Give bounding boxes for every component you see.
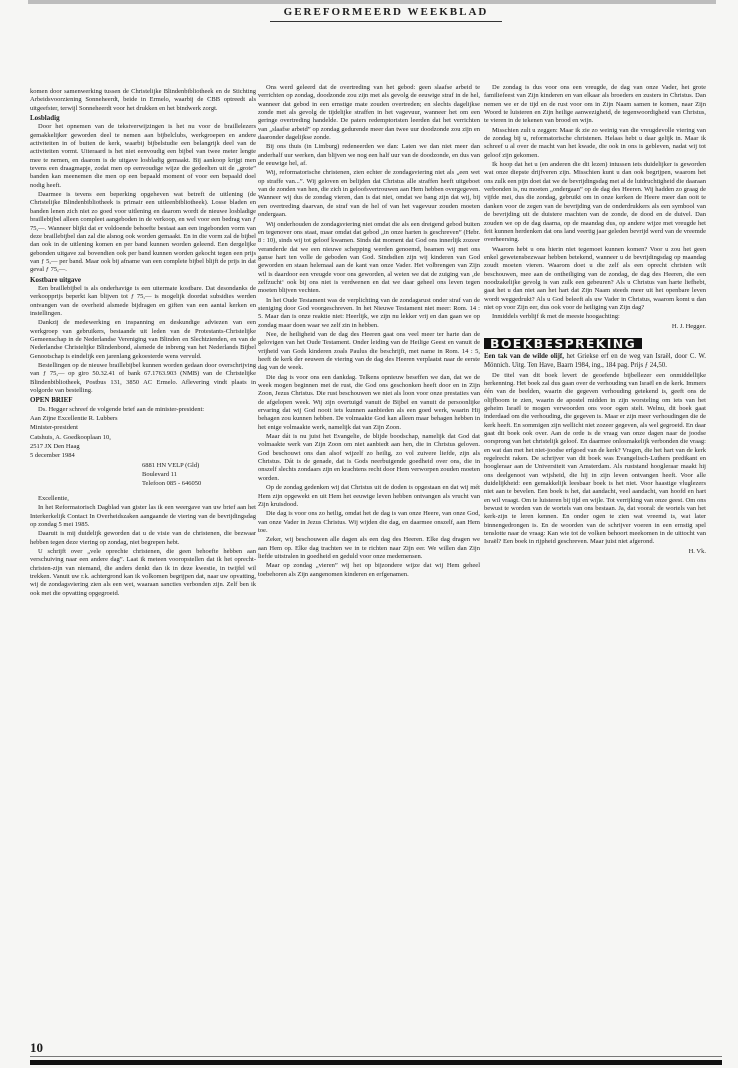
book-details: het Griekse erf en de weg van Israël, door C. W. Mönnich. Uitg. Ten Have, Baarn 1984, ing., 184 pag. Prijs ƒ 24,50.	[484, 353, 707, 369]
paragraph: Op de zondag gedenken wij dat Christus uit de doden is opgestaan en dat wij mét Hem zijn opgewekt en uit Hem het eeuwige leven hebben ontvangen als vrucht van Zijn kruisdood.	[258, 484, 480, 508]
paragraph: Wij, reformatorische christenen, zien echter de zondagsviering niet als „een wet op straffe van...”. Wij geloven en belijden dat Christus alle straffen heeft uitgeboet van de zonden van hen, die zich in geloofsvertrouwen aan Hem hebben overgegeven. Wanneer wij dus de zondag vieren, dan is dat niet, omdat we bang zijn dat wij, bij een overtreding daarvan, de straf van de hel of van het vagevuur zouden moeten ondergaan.	[258, 169, 480, 219]
sender-line: Telefoon 085 - 646050	[142, 480, 202, 488]
paragraph: Waarom hebt u ons hierin niet tegemoet kunnen komen? Voor u zou het geen enkel gewetensbezwaar hebben betekend, wanneer u de bevrijdingsdag op maandag zoudt moeten vieren. Waarom doet u die zelf als een oprecht christen wilt beschouwen, mee aan de ontheiliging van de zondag, de dag des Heeren, die een noodzakelijke gevolg is van zulk een gebeuren? Als u Christus van harte liefhebt, gaat het u dan niet aan het hart dat Zijn Naam steeds meer uit het openbare leven wordt weggedrukt? Als u God beleeft als uw Vader in Christus, waarom komt u dan niet op voor Zijn eer, dus ook voor de heiliging van Zijn dag?	[484, 245, 706, 311]
address-line: Minister-president	[30, 424, 78, 432]
paragraph: Maar dát is nu juist het Evangelie, de blijde boodschap, namelijk dat God dat volmaakte werk van Zijn Zoon om niet aanbiedt aan hen, die in Christus geloven. God beschouwt ons dan alsof wijzelf zo heilig, zo vol zuivere liefde, zijn als Christus. Dát is de genade, dat is Gods neerbuigende goedheid over ons, die in onszelf slechts zondaars zijn en krachtens recht door Hem verworpen zouden moeten worden.	[258, 433, 480, 482]
bottom-rule-thin	[30, 1056, 722, 1057]
paragraph: In het Oude Testament was de verplichting van de zondagsrust onder straf van de steniging door God voorgeschreven. In het Nieuwe Testament niet meer: Rom. 14 : 5. Maar dan is onze reaktie niet: Heerlijk, we zijn nu lekker vrij en dan gaan we op zondag maar doen waar we zelf zin in hebben.	[258, 296, 480, 329]
top-rule	[28, 0, 716, 4]
sender-line: 5 december 1984	[30, 452, 75, 460]
bottom-rule	[30, 1060, 722, 1065]
intro-paragraph: komen door samenwerking tussen de Christelijke Blindenbibliotheek en de Stichting Arbeidsvoorziening Sonneheerdt, beide in Ermelo, waarbij de CBB optreedt als uitgeefster, terwijl Sonneheerdt voor het drukken en het bindwerk zorgt.	[30, 88, 256, 112]
address-line: Catshuis, A. Goedkooplaan 10,	[30, 433, 111, 441]
paragraph: Wij onderhouden de zondagsviering niet omdat die als een dreigend gebod buiten en tegenover ons staat, maar omdat dat gebod „in onze harten is geschreven” (Hebr. 8 : 10), sinds wij tot geloof kwamen. Sinds dat moment dat God ons innerlijk zozeer veranderde dat we een nieuwe schepping werden genoemd, beamen wij met ons ganse hart ten volle de geboden van God. Sindsdien zijn wij kinderen van God geworden en staan helemaal aan de kant van onze Vader. Het volbrengen van Zijn wil is daardoor een vreugde voor ons geworden, al weten we dat de zuiging van ‚de zelfzucht‘ ook bij ons niet is verdwenen en dat we daar geheel ons leven tegen moeten blijven vechten.	[258, 220, 480, 295]
book-title: Een tak van de wilde olijf,	[484, 353, 564, 361]
signature-reviewer: H. Vk.	[688, 547, 706, 555]
review-paragraph: De titel van dit boek levert de geoefende bijbellezer een onmiddellijke herkenning. Het boek zal dus gaan over de verhouding van Israël en de kerk. Immers één van de beelden, waarin die gegeven verhouding getekend is, geeft ons de olijfboom te zien, waarin de apostel midden in zijn worsteling om iets van het geheim Israël te mogen verwoorden ons voor ogen stelt. Welnu, dit boek gaat inderdaad om die verhouding, die gegeven is. Maar er zijn meer verhoudingen die de kerk heeft. En sommigen zijn wellicht niet zozeer gegeven, als wel gegroeid. En daar gaat dit boek ook over. Aan de orde is de vraag van onze dagen naar de joodse oorsprong van het christelijk geloof. En daarmee onlosmakelijk verbonden die vraag: en wat dan met het niet-joodse erfgoed van de kerk? Vragen, die het hart van de kerk regelrecht raken. De schrijver van dit boek was Evangelisch-Luthers predikant en hoogleraar aan de Universiteit van Amsterdam. Als ruststand hoogleraar maakt hij ons deelgenoot van wijsheid, die hij in zijn leven ontvangen heeft. Voor alle duidelijkheid: een gemakkelijk leesbaar boek is het niet. Voor haastige vluglezers niet aan te bevelen. Een boek is het, dat aandacht, veel aandacht, van hoofd en hart en wil vraagt. Om te luisteren bij tijd en wijle. Tot verrijking van onze geest. Om ons bewust te worden van de wortels van ons bestaan. Ja, dat vooral: de wortels van het kerk-zijn te leren kennen. En onder ogen te zien wat vreemd is, wat later binnengedrongen is. En de woorden van de schrijver voeren in een ernstig spel tenslotte naar de vraag: Kan wie tot de volken behoort meekomen in de uittocht van Israël? Een boek in rijpheid geschreven. Maar juist niet afgerond.	[484, 371, 706, 546]
column-left	[30, 88, 256, 599]
section-heading-boekbespreking: BOEKBESPREKING	[484, 338, 642, 349]
paragraph: Bij ons thuis (in Limburg) redeneerden we dan: Laten we dan niet meer dan anderhalf uur werken, dan blijven we nog een half uur van de doodzonde, en dus van de eeuwige hel, af.	[258, 143, 480, 168]
heading-losbladig: Losbladig	[30, 114, 60, 123]
paragraph: Misschien zult u zeggen: Maar ik zie zo weinig van die vreugdevolle viering van de zondag bij u, reformatorische christenen. Helaas hebt u daar gelijk in. Maar ik schreef u al over de macht van het kwade, die ook in ons is gebleven, nadat wij tot geloof zijn gekomen.	[484, 126, 706, 159]
paragraph: Door het opnemen van de tekstverwijzingen is het nu voor de braillelezers gemakkelijker geworden deel te nemen aan bijbelclubs, werkgroepen en andere activiteiten in of buiten de kerk, waarbij bijbelstudie een belangrijk deel van de activiteiten vormt. Uiteraard is het niet eenvoudig een bijbel van twee meter lengte mee te nemen, en daarom is de uitgave losbladig gemaakt. Bij aankoop krijgt men tevens een draagmapje, zodat men op eenvoudige wijze die gedeelten uit de „grote” banden kan meenemen die men op een bepaald moment of voor een bepaald doel nodig heeft.	[30, 123, 256, 189]
paragraph: Nee, de heiligheid van de dag des Heeren gaat ons veel meer ter harte dan de gelovigen van het Oude Testament. Onder leiding van de Heilige Geest en vanuit de vrijheid van Gods kinderen zoals Paulus die beschrijft, met name in Rom. 14 : 5, heeft de kerk der eeuwen de viering van de dag des Heeren verplaatst naar de eerste dag van de week.	[258, 330, 480, 372]
paragraph: Ik hoop dat het u (en anderen die dit lezen) intussen iets duidelijker is geworden wat onze diepste drijfveren zijn. Misschien kunt u dan ook begrijpen, waarom het ons zulk een pijn doet dat we de bevrijdingsdag met al de luidruchtigheid die daaraan verbonden is, nu moeten „ondergaan” op de dag des Heeren. Wij hadden zo graag de vijfde mei, dus die zondag, gebruikt om in onze kerken de Heere meer dan ooit te danken voor de zegen van de bevrijding van de onderdrukkers als een symbool van de bevrijding uit de duistere machten van de zonde, de dood en de duivel. Dan zouden we op de dag daarna, op de maandag dus, op andere wijze met vreugde het feit kunnen herdenken dat ons land veertig jaar geleden bevrijd werd van de vreemde overheersing.	[484, 161, 707, 244]
paragraph: U schrijft over „vele oprechte christenen, die geen behoefte hebben aan verschuiving naar een andere dag”. Laat ik meteen vooropstellen dat ik het oprecht-christen-zijn van niemand, die anders denkt dan ik in deze kwestie, in twijfel wil trekken. Vanuit uw r.k. achtergrond kan ik volkomen begrijpen dat, naar uw opvatting, wij de zondagsviering zien als een wet, waaraan sancties verbonden zijn. Zelf ben ik ook met die opvatting opgegroeid.	[30, 547, 256, 597]
page-number: 10	[30, 1040, 43, 1055]
paragraph: De zondag is dus voor ons een vreugde, de dag van onze Vader, het grote familiefeest van Zijn kinderen en van elkaar als broeders en zusters in Christus. Dan nemen we er de tijd en de rust voor om in Zijn Naam samen te komen, naar Zijn Woord te luisteren en Zijn heilige aanwezigheid, de tegenwoordigheid van Christus, te vieren in de tekenen van brood en wijn.	[484, 84, 706, 125]
paragraph: Maar op zondag „vieren” wij het op bijzondere wijze dat wij Hem geheel toebehoren als Zijn aangenomen kinderen en erfgenamen.	[258, 562, 480, 578]
salutation: Excellentie,	[38, 494, 69, 502]
sender-line: Boulevard 11	[142, 471, 177, 479]
paragraph: Daaruit is mij duidelijk geworden dat u de visie van de christenen, die bezwaar hebben tegen deze viering op zondag, niet begrepen hebt.	[30, 530, 256, 546]
address-line: Aan Zijne Excellentie R. Lubbers	[30, 415, 118, 423]
masthead: GEREFORMEERD WEEKBLAD	[270, 6, 502, 22]
book-citation	[484, 353, 706, 370]
paragraph: Die dag is voor ons zo heilig, omdat het de dag is van onze Heere, van onze God, van onze Vader in Jezus Christus. Wij wijden die dag, en daarmee onszelf, aan Hem toe.	[258, 510, 480, 534]
address-line: 2517 JX Den Haag	[30, 443, 80, 451]
paragraph: Dankzij de medewerking en inspanning en deskundige adviezen van een werkgroep van gebruikers, bestaande uit leden van de Protestants-Christelijke Gemeenschap in de Nederlandse Vereniging van Blinden en Slechtzienden, en van de Nederlandse Christelijke Blindenbond, alsmede de inbreng van het Nederlands Bijbel Genootschap is eindelijk een jarenlang gekoesterde wens vervuld.	[30, 319, 256, 360]
heading-open-brief: OPEN BRIEF	[30, 396, 73, 405]
paragraph: Die dag is voor ons een dankdag. Telkens opnieuw beseffen we dan, dat we de week mogen beginnen met de rust, die God ons geschonken heeft door en in Zijn Zoon, Jezus Christus. Die rust beschouwen we niet als loon voor onze prestaties van de afgelopen week. Wij zijn overtuigd vanuit de Bijbel en vanuit de persoonlijke ervaring dat wij God nooit iets kunnen aanbieden als een goed werk, waarin Hij behagen zou kunnen hebben. De volmaakte God kan alleen maar behagen hebben in het enige volmaakte werk, namelijk dat van Zijn Zoon.	[258, 373, 480, 431]
column-middle	[258, 84, 480, 580]
paragraph: Ons werd geleerd dat de overtreding van het gebod: geen slaafse arbeid te verrichten op zondag, doodzonde zou zijn met als gevolg de eeuwige straf in de hel, wanneer dat gebod in een ernstige mate zouden overtreden; en slechts dagelijkse zonde met als gevolg de tijdelijke straffen in het vagevuur, wanneer het om een geringe overtreding handelde. De paters redemptoristen leerden dat het verrichten van „slaafse arbeid” op zondag gedurende meer dan twee uur doodzonde zou zijn en daaronder dagelijkse zonde.	[258, 84, 480, 142]
paragraph: Bestellingen op de nieuwe braillebijbel kunnen worden gedaan door overschrijving van ƒ 75,— op giro 50.32.41 of bank 67.1763.903 (NMB) van de Christelijke Blindenbibliotheek, Postbus 131, 3850 AC Ermelo. Aflevering vindt plaats in volgorde van bestelling.	[30, 362, 256, 395]
paragraph: Zeker, wij beschouwen alle dagen als een dag des Heeren. Elke dag dragen we aan Hem op. Elke dag trachten we in te richten naar Zijn eer. We willen dan Zijn liefde uitstralen in goedheid en geduld voor onze medemensen.	[258, 536, 480, 560]
paragraph: Daarmee is tevens een beperking opgeheven wat betreft de uitlening (de Christelijke Blindenbibliotheek is primair een uitleenbibliotheek). Losse bladen en banden lenen zich niet zo goed voor uitlening en daarom wordt de nieuwe losbladige braillebijbel alleen compleet aangeboden in de verkoop, en wel voor een bedrag van ƒ 75,—. Wanneer blijkt dat er voldoende behoefte bestaat aan een ingebonden vorm van deze braillebijbel dan zal die alsnog ook worden gemaakt. En in die vorm zal de bijbel dan ook in de uitlening komen en per band kunnen worden geleend. Een dergelijke gebonden uitgave zal bovendien ook per band kunnen worden gekocht tegen een prijs van ƒ 5,— per band. Maar ook bij afname van een complete bijbel blijft de prijs in dat geval ƒ 75,—.	[30, 191, 256, 274]
paragraph: In het Reformatorisch Dagblad van gister las ik een weergave van uw brief aan het Interkerkelijk Contact In Overheidszaken aangaande de viering van de bevrijdingsdag op zondag 5 mei 1985.	[30, 504, 256, 528]
signature-hegger: H. J. Hegger.	[671, 322, 706, 330]
paragraph: Inmiddels verblijf ik met de meeste hoogachting:	[492, 313, 620, 321]
paragraph: Ds. Hegger schreef de volgende brief aan de minister-president:	[38, 405, 205, 413]
paragraph: Een braillebijbel is als onderhavige is een uitermate kostbare. Dat desondanks de verkoopprijs beperkt kan blijven tot ƒ 75,— is mogelijk doordat subsidies werden ontvangen van de overheid alsmede bijdragen en giften van een aantal kerken en instellingen.	[30, 284, 256, 317]
column-right	[484, 84, 706, 557]
sender-line: 6881 HN VELP (Gld)	[142, 461, 200, 469]
heading-kostbaar: Kostbare uitgave	[30, 275, 82, 284]
